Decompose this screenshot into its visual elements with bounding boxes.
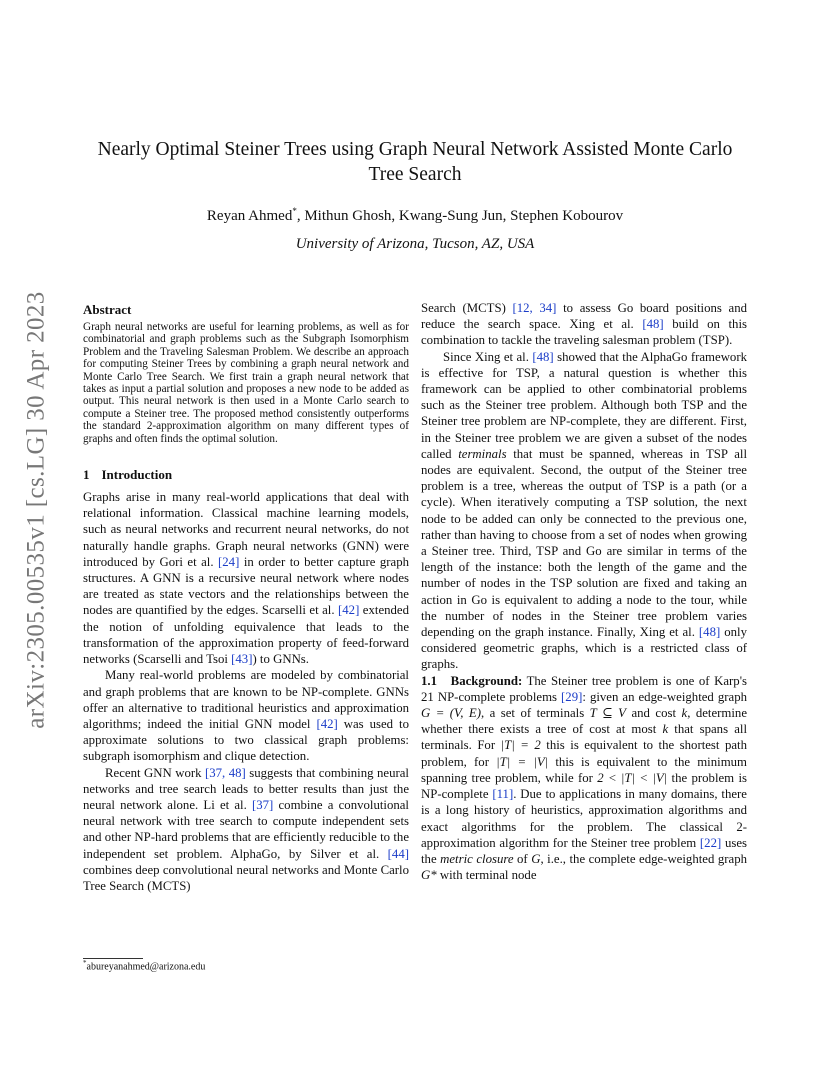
affiliation: University of Arizona, Tucson, AZ, USA	[295, 236, 535, 252]
background-paragraph: 1.1 Background: The Steiner tree problem is one of Karp's 21 NP-complete problems [29]: given an edge-weighted graph G = (V, E), a set of terminals T ⊆ V and cost k, determine whether there exists a tree of cost at most k that spans all terminals. For |T| = 2 this is equivalent to the shortest path problem, for |T| = |V| this is equivalent to the minimum spanning tree problem, while for 2 < |T| < |V| the problem is NP-complete [11]. Due to applications in many domains, there is a long history of heuristics, approximation algorithms and exact algorithms for the problem. The classical 2-approximation algorithm for the Steiner tree problem [22] uses the metric closure of G, i.e., the complete edge-weighted graph G* with terminal node	[421, 673, 748, 883]
abstract-heading: Abstract	[83, 302, 132, 317]
citation-link[interactable]: [11]	[492, 787, 514, 802]
other-authors: , Mithun Ghosh, Kwang-Sung Jun, Stephen Kobourov	[296, 208, 624, 224]
citation-link[interactable]: [44]	[387, 846, 409, 861]
mcts-text: Search (MCTS)	[421, 301, 513, 315]
left-column	[83, 302, 409, 894]
intro-paragraph-1: Graphs arise in many real-world applications that deal with relational information. Classical machine learning models, such as neural networks and recurrent neural networks, do not naturally handle graphs. Graph neural networks (GNN) were introduced by Gori et al. [24] in order to better capture graph structures. A GNN is a recursive neural network where nodes are treated as state vectors and the relationships between the nodes are quantified by the edges. Scarselli et al. [42] extended the notion of unfolding equivalence that leads to the transformation of the approximation property of feed-forward networks (Scarselli and Tsoi [43]) to GNNs.	[83, 490, 409, 667]
citation-link[interactable]: [29]	[561, 689, 583, 704]
footnote-email[interactable]: abureyanahmed@arizona.edu	[86, 961, 206, 973]
citation-link[interactable]: [24]	[218, 554, 240, 569]
subsection-title: Background:	[450, 673, 523, 688]
citation-link[interactable]: [48]	[698, 625, 721, 640]
section-heading-introduction	[83, 467, 409, 483]
citation-link[interactable]: [12, 34]	[512, 301, 557, 315]
first-author: Reyan Ahmed	[206, 208, 293, 224]
intro-paragraph-3: Recent GNN work [37, 48] suggests that combining neural networks and tree search leads to better results than just the neural network alone. Li et al. [37] combine a convolutional neural network with tree search to compute independent sets and other NP-hard problems that are efficiently reducible to the independent set problem. AlphaGo, by Silver et al. [44] combines deep convolutional neural networks and Monte Carlo Tree Search (MCTS)	[83, 765, 409, 893]
citation-link[interactable]: [48]	[642, 317, 664, 332]
abstract-text: Graph neural networks are useful for learning problems, as well as for combinatorial and graph problems such as the Subgraph Isomorphism Problem and the Traveling Salesman Problem. We describe an approach for computing Steiner Trees by combining a graph neural network and Monte Carlo Tree Search. We first train a graph neural network that takes as input a partial solution and proposes a new node to be added as output. This neural network is then used in a Monte Carlo search to compute a Steiner tree. The proposed method consistently outperforms the standard 2-approximation algorithm on many different types of graphs and often finds the optimal solution.	[83, 321, 409, 445]
citation-link[interactable]: [37, 48]	[205, 765, 246, 780]
paper-title: Nearly Optimal Steiner Trees using Graph Neural Network Assisted Monte Carlo Tree Search	[97, 139, 733, 185]
citation-link[interactable]: [48]	[532, 349, 554, 364]
citation-link[interactable]: [37]	[251, 797, 274, 812]
intro-paragraph-4: Since Xing et al. [48] showed that the AlphaGo framework is effective for TSP, a natural question is whether this framework can be applied to other combinatorial problems such as the Steiner tree problem. Although both TSP and the Steiner tree problem are NP-complete, they are different. First, in the Steiner tree problem we are given a subset of the nodes called terminals that must be spanned, whereas in TSP all nodes are equivalent. Second, the output of the Steiner tree problem is a tree, whereas the output of TSP is a path (or a cycle). When iteratively computing a TSP solution, the next node to be added can only be connected to the previous one, rather than having to choose from a set of nodes when growing a Steiner tree. Third, TSP and Go are similar in terms of the length of the instance: both the length of the game and the number of nodes in the TSP solution are fixed and taking an action in Go is equivalent to adding a node to the tour, while the number of nodes in the Steiner tree problem varies depending on the graph instance. Finally, Xing et al. [48] only considered geometric graphs, which is a restricted class of graphs.	[421, 349, 748, 672]
arxiv-identifier: arXiv:2305.00535v1 [cs.LG] 30 Apr 2023	[23, 291, 50, 729]
right-column	[421, 302, 747, 883]
footnote	[83, 959, 205, 972]
footnote-mark: *	[83, 959, 87, 967]
citation-link[interactable]: [22]	[699, 835, 722, 850]
section-title: Introduction	[101, 467, 173, 483]
citation-link[interactable]: [42]	[316, 716, 338, 731]
citation-link[interactable]: [42]	[338, 603, 360, 618]
section-number: 1	[83, 467, 90, 483]
intro-paragraph-3-tail: Search (MCTS) [12, 34] to assess Go board positions and reduce the search space. Xing et al. [48] build on this combination to tackle the traveling salesman problem (TSP).	[421, 301, 748, 348]
citation-link[interactable]: [43]	[231, 652, 253, 667]
subsection-number: 1.1	[421, 673, 437, 688]
intro-paragraph-2: Many real-world problems are modeled by combinatorial and graph problems that are known to be NP-complete. GNNs offer an alternative to traditional heuristics and approximation algorithms; indeed the initial GNN model [42] was used to approximate solutions to two classical graph problems: subgraph isomorphism and clique detection.	[83, 668, 409, 764]
author-footnote-mark[interactable]: *	[292, 206, 297, 216]
author-list	[90, 206, 740, 225]
